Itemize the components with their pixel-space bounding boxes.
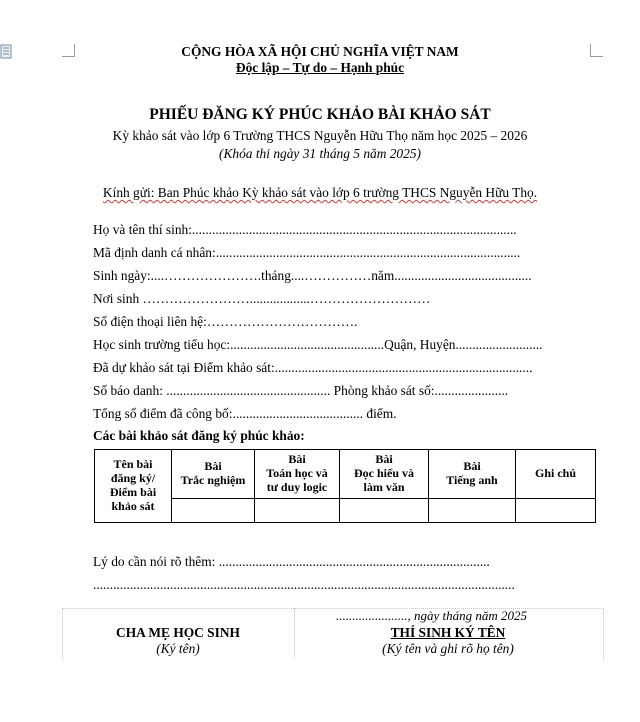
primary-school-value[interactable]: .............................................. (230, 337, 385, 352)
dob-month-label: tháng (261, 268, 291, 283)
total-score-value[interactable]: ....................................... (232, 406, 364, 421)
reason-label: Lý do cần nói rõ thêm: (93, 554, 219, 569)
score-cell-multiple-choice[interactable] (172, 499, 255, 523)
exam-room-label: Phòng khảo sát số: (330, 383, 435, 398)
reason-line-2[interactable]: .............................................................................................................................. (93, 577, 515, 592)
col-math-logic: Bài Toán học và tư duy logic (255, 450, 340, 499)
dob-label: Sinh ngày: (93, 268, 151, 283)
total-score-label: Tổng số điểm đã công bố: (93, 406, 233, 421)
col-reading-writing: Bài Đọc hiểu và làm văn (340, 450, 429, 499)
table-header-row (95, 450, 596, 499)
exam-room-value[interactable]: ...................... (434, 383, 509, 398)
exam-date-note: (Khóa thi ngày 31 tháng 5 năm 2025) (219, 146, 421, 161)
salutation: Kính gửi: Ban Phúc khảo Kỳ khảo sát vào lớp 6 trường THCS Nguyễn Hữu Thọ. (102, 185, 538, 200)
district-label: Quận, Huyện (384, 337, 456, 352)
col-notes: Ghi chú (516, 450, 596, 499)
reason-field[interactable] (93, 554, 490, 570)
row-header-cell: Tên bài đăng ký/ Điểm bài khảo sát (95, 450, 172, 523)
student-signature-title: THÍ SINH KÝ TÊN (390, 625, 506, 640)
primary-school-field[interactable] (93, 337, 543, 353)
score-cell-math-logic[interactable] (255, 499, 340, 523)
dob-month[interactable]: ....…………… (290, 268, 372, 283)
score-cell-notes[interactable] (516, 499, 596, 523)
full-name-field[interactable]: Họ và tên thí sinh:................................................................................................. (93, 222, 517, 237)
score-cell-english[interactable] (429, 499, 516, 523)
subjects-heading: Các bài khảo sát đăng ký phúc khảo: (93, 428, 305, 443)
reason-value[interactable]: ................................................................................. (218, 554, 490, 569)
subjects-table (94, 449, 596, 523)
dob-year-label: năm (371, 268, 395, 283)
primary-school-label: Học sinh trường tiểu học: (93, 337, 231, 352)
birthplace-field[interactable]: Nơi sinh ……………………..................……………………… (93, 291, 431, 306)
student-signature-note: (Ký tên và ghi rõ họ tên) (382, 641, 514, 656)
col-english: Bài Tiếng anh (429, 450, 516, 499)
dob-day[interactable]: ....…………………. (150, 268, 262, 283)
phone-field[interactable]: Số điện thoại liên hệ:……………………………. (93, 314, 358, 329)
date-line[interactable]: ......................, ngày tháng năm 2025 (336, 608, 528, 623)
personal-id-field[interactable]: Mã định danh cá nhân:........................................................................................... (93, 245, 521, 260)
parent-signature-title: CHA MẸ HỌC SINH (116, 625, 240, 640)
parent-signature-note: (Ký tên) (156, 641, 200, 656)
total-score-unit: điểm. (363, 406, 397, 421)
dob-field[interactable] (93, 268, 532, 284)
candidate-number-value[interactable]: ................................................. (166, 383, 331, 398)
exam-site-field[interactable]: Đã dự khảo sát tại Điểm khảo sát:............................................................................. (93, 360, 533, 375)
motto: Độc lập – Tự do – Hạnh phúc (235, 60, 405, 75)
candidate-number-label: Số báo danh: (93, 383, 167, 398)
col-multiple-choice: Bài Trắc nghiệm (172, 450, 255, 499)
dob-year[interactable]: ......................................... (394, 268, 532, 283)
candidate-number-field[interactable] (93, 383, 508, 399)
total-score-field[interactable] (93, 406, 397, 422)
district-value[interactable]: .......................... (455, 337, 543, 352)
form-title: PHIẾU ĐĂNG KÝ PHÚC KHẢO BÀI KHẢO SÁT (149, 106, 491, 123)
form-subtitle: Kỳ khảo sát vào lớp 6 Trường THCS Nguyễn Hữu Thọ năm học 2025 – 2026 (112, 128, 528, 143)
country-header: CỘNG HÒA XÃ HỘI CHỦ NGHĨA VIỆT NAM (181, 44, 459, 59)
score-cell-reading-writing[interactable] (340, 499, 429, 523)
